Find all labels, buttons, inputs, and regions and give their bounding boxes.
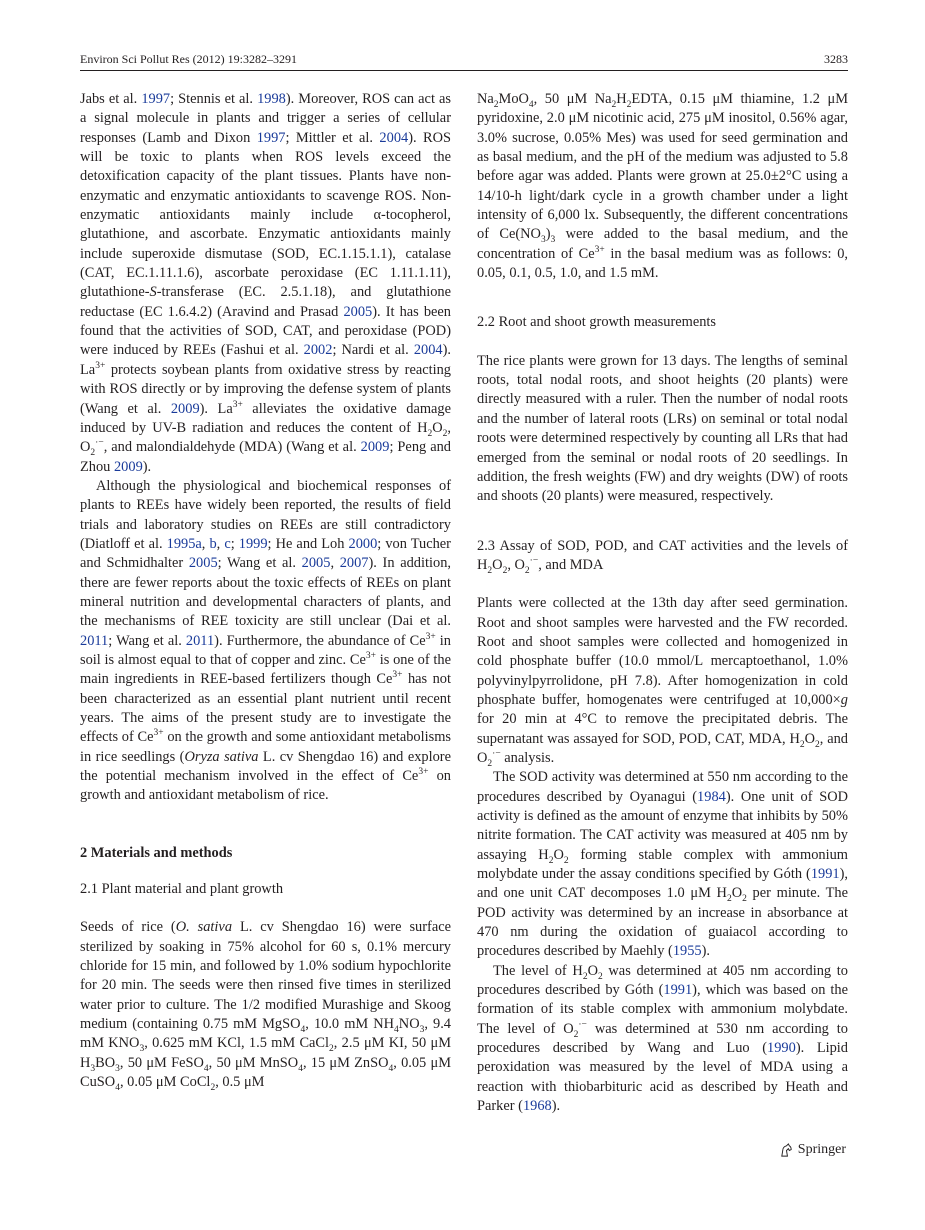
paragraph-sod: The SOD activity was determined at 550 nm according to the procedures described by Oyanagui (1984). One unit of SOD activity is defined as the amount of enzyme that inhibits by 50% nitrite formation. The CAT activity was measured at 405 nm by assaying $H_2O_2$ forming stable complex with ammonium molybdate under the assay conditions specified by Góth (1991), and one unit CAT decomposes 1.0 μM $H_2O_2$ per minute. The POD activity was determined by an increase in absorbance at 470 nm during the oxidation of guaiacol according to procedures described by Maehly (1955). (477, 769, 848, 960)
running-header (80, 52, 848, 67)
ref-link[interactable]: 2005 (301, 555, 331, 572)
ref-link[interactable]: 2005 (343, 303, 373, 320)
ref-link[interactable]: 2000 (348, 535, 378, 552)
header-rule (80, 70, 848, 71)
ref-link[interactable]: 1984 (697, 788, 726, 805)
subsection-heading-2-2: 2.2 Root and shoot growth measurements (477, 314, 717, 331)
ref-link[interactable]: 2011 (185, 632, 215, 649)
paragraph-medium: $Na_2MoO_4$, 50 μM $Na_2H_2EDTA$, 0.15 μM thiamine, 1.2 μM pyridoxine, 2.0 μM nicotinic acid, 275 μM inositol, 0.56% agar, 3.0% sucrose, 0.05% Mes) was used for seed germination and as basal medium, and the pH of the medium was adjusted to 5.8 before agar was added. Plants were grown at 25.0±2°C using a 14/10-h light/dark cycle in a growth chamber under a light intensity of 6,000 lx. Subsequently, the different concentrations of $Ce(NO_3)_3$ were added to the basal medium, and the concentration of $Ce^{3+}$ in the basal medium was as follows: 0, 0.05, 0.1, 0.5, 1.0, and 1.5 mM. (477, 91, 848, 282)
ref-link[interactable]: 2009 (360, 439, 390, 456)
subsection-heading-2-3: 2.3 Assay of SOD, POD, and CAT activities and the levels of $H_2O_2$, $O_2^{\cdot-}$, and MDA (477, 537, 848, 576)
paragraph-plant-material: Seeds of rice (O. sativa L. cv Shengdao 16) were surface sterilized by soaking in 75% alcohol for 60 s, 0.1% mercury chloride for 15 min, and followed by 1.0% sodium hypochlorite for 20 min. The seeds were then rinsed five times in sterilized water prior to culture. The 1/2 modified Murashige and Skoog medium (containing 0.75 mM MgSO$_4$, 10.0 mM $NH_4NO_3$, 9.4 mM $KNO_3$, 0.625 mM KCl, 1.5 mM CaCl$_2$, 2.5 μM KI, 50 μM $H_3BO_3$, 50 μM FeSO$_4$, 50 μM MnSO$_4$, 15 μM ZnSO$_4$, 0.05 μM CuSO$_4$, 0.05 μM CoCl$_2$, 0.5 μM (80, 919, 451, 1094)
ref-link[interactable]: b (209, 535, 217, 552)
paragraph-ros: Jabs et al. 1997; Stennis et al. 1998). Moreover, ROS can act as a signal molecule in plants and trigger a series of cellular responses (Lamb and Dixon 1997; Mittler et al. 2004). ROS will be toxic to plants when ROS levels exceed the detoxification capacity of the plant tissues. Plants have non-enzymatic and enzymatic antioxidants to scavenge ROS. Non-enzymatic antioxidants mainly include α-tocopherol, glutathione, and ascorbate. Enzymatic antioxidants mainly include superoxide dismutase (SOD, EC.1.15.1.1), catalase (CAT, EC.1.11.1.6), ascorbate peroxidase (EC 1.11.1.11), glutathione-S-transferase (EC. 2.5.1.18), and glutathione reductase (EC 1.6.4.2) (Aravind and Prasad 2005). It has been found that the activities of SOD, CAT, and peroxidase (POD) were induced by REEs (Fashui et al. 2002; Nardi et al. 2004). $La^{3+}$ protects soybean plants from oxidative stress by reacting with ROS directly or by improving the defense system of plants (Wang et al. 2009). $La^{3+}$ alleviates the oxidative damage induced by UV-B radiation and reduces the content of $H_2O_2$, $O_2^{\cdot-}$, and malondialdehyde (MDA) (Wang et al. 2009; Peng and Zhou 2009). (80, 91, 451, 475)
ref-link[interactable]: 2007 (339, 555, 369, 572)
right-column (477, 90, 848, 1117)
publisher-footer (779, 1142, 846, 1158)
ref-link[interactable]: 2004 (413, 342, 443, 359)
ref-link[interactable]: 1968 (522, 1098, 552, 1115)
subsection-heading-2-1: 2.1 Plant material and plant growth (80, 881, 284, 898)
ref-link[interactable]: 2011 (80, 632, 109, 649)
ref-link[interactable]: 1997 (256, 129, 286, 146)
journal-citation: Environ Sci Pollut Res (2012) 19:3282–3291 (80, 52, 297, 66)
ref-link[interactable]: 2004 (379, 129, 409, 146)
ref-link[interactable]: 2002 (303, 342, 333, 359)
ref-link[interactable]: 1999 (238, 535, 268, 552)
ref-link[interactable]: 2009 (113, 458, 143, 475)
ref-link[interactable]: c (224, 535, 231, 552)
publisher-name: Springer (797, 1142, 846, 1157)
ref-link[interactable]: 1955 (672, 943, 702, 960)
ref-link[interactable]: 1991 (810, 866, 840, 883)
paragraph-growth-measurements: The rice plants were grown for 13 days. The lengths of seminal roots, total nodal roots, and shoot heights (20 plants) were directly measured with a ruler. Then the number of nodal roots and the number of lateral roots (LRs) on seminal or total nodal roots were determined respectively by counting all LRs that had emerged from the seminal or nodal roots of 20 seedlings. In addition, the fresh weights (FW) and dry weights (DW) of roots and shoots (20 plants) were measured, respectively. (477, 352, 848, 505)
ref-link[interactable]: 2005 (188, 555, 218, 572)
paragraph-assay: Plants were collected at the 13th day after seed germination. Root and shoot samples were harvested and the FW recorded. Root and shoot samples were collected and homogenized in cold phosphate buffer (10.0 mmol/L mercaptoethanol, 1.0% polyvinylpyrrolidone, pH 7.8). After homogenization in cold phosphate buffer, homogenates were centrifuged at 10,000×g for 20 min at 4°C to remove the precipitated debris. The supernatant was assayed for SOD, POD, CAT, MDA, $H_2O_2$, and $O_2^{\cdot-}$ analysis. (477, 595, 848, 769)
ref-link[interactable]: 1995a (166, 535, 202, 552)
section-heading-materials: 2 Materials and methods (80, 844, 233, 861)
ref-link[interactable]: 1997 (141, 91, 171, 107)
left-column (80, 90, 451, 1093)
paragraph-aims: Although the physiological and biochemical responses of plants to REEs have widely been reported, the results of field trials and laboratory studies on REEs are still contradictory (Diatloff et al. 1995a, b, c; 1999; He and Loh 2000; von Tucher and Schmidhalter 2005; Wang et al. 2005, 2007). In addition, there are fewer reports about the toxic effects of REEs on plant mineral nutrition and developmental characters of plants, and the mechanisms of REE toxicity are still unclear (Dai et al. 2011; Wang et al. 2011). Furthermore, the abundance of $Ce^{3+}$ in soil is almost equal to that of copper and zinc. $Ce^{3+}$ is one of the main ingredients in REE-based fertilizers though $Ce^{3+}$ has not been characterized as an essential plant nutrient until recent years. The aims of the present study are to investigate the effects of $Ce^{3+}$ on the growth and some antioxidant metabolisms in rice seedlings (Oryza sativa L. cv Shengdao 16) and explore the potential mechanism involved in the effect of $Ce^{3+}$ on growth and antioxidant metabolism of rice. (80, 477, 451, 804)
page-number: 3283 (824, 52, 848, 66)
ref-link[interactable]: 1991 (663, 982, 693, 999)
ref-link[interactable]: 1998 (257, 91, 286, 107)
springer-horse-icon (779, 1143, 794, 1158)
ref-link[interactable]: 2009 (170, 400, 200, 417)
ref-link[interactable]: 1990 (767, 1040, 796, 1057)
paragraph-h2o2: The level of $H_2O_2$ was determined at 405 nm according to procedures described by Góth (1991), which was based on the formation of its stable complex with ammonium molybdate. The level of $O_2^{\cdot-}$ was determined at 530 nm according to procedures described by Wang and Luo (1990). Lipid peroxidation was measured by the level of MDA using a reaction with thiobarbituric acid as described by Heath and Parker (1968). (477, 962, 848, 1115)
